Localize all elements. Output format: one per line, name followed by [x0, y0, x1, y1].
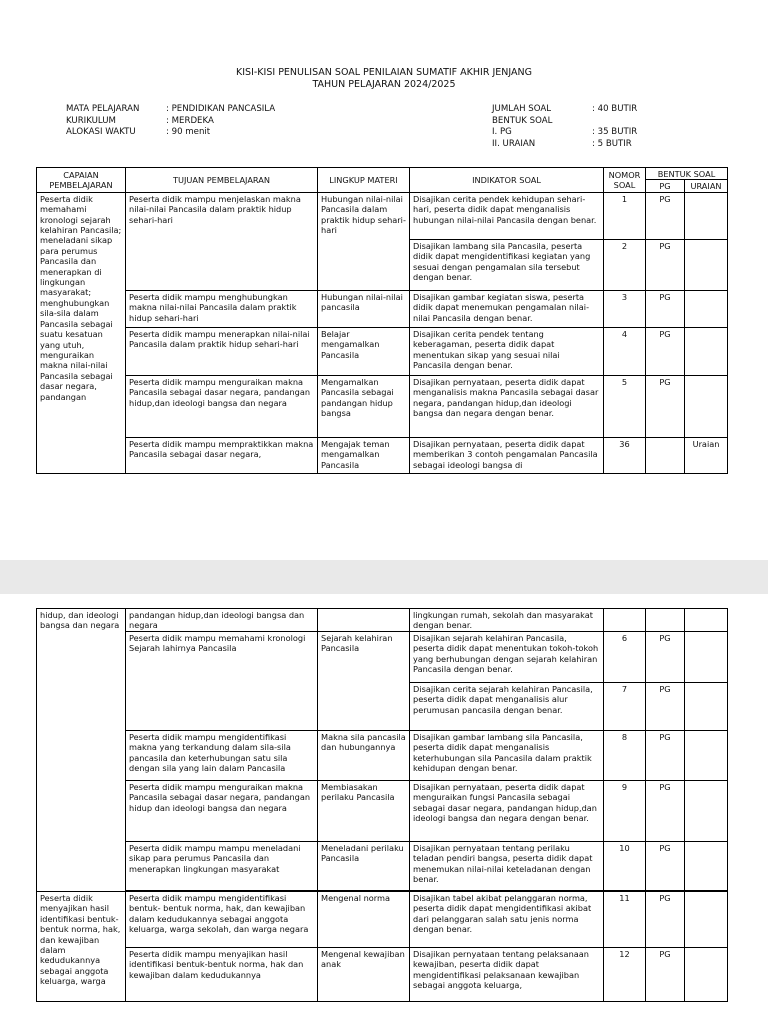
pg-cell: PG [646, 239, 685, 290]
pg-cell: PG [646, 290, 685, 327]
meta-value: : 40 BUTIR [592, 104, 638, 114]
indikator-cell: Disajikan lambang sila Pancasila, peserta didik dapat mengidentifikasi kegiatan yang sesuai dengan pengamalan sila tersebut dengan benar. [410, 239, 604, 290]
nomor-cell: 10 [604, 842, 646, 891]
lingkup-cell: Makna sila pancasila dan hubungannya [318, 731, 410, 781]
table-row [37, 375, 728, 437]
pg-cell: PG [646, 632, 685, 683]
meta-label: BENTUK SOAL [492, 115, 553, 126]
tujuan-cell: Peserta didik mampu menguraikan makna Pancasila sebagai dasar negara, pandangan hidup,dan ideologi bangsa dan negara [126, 375, 318, 437]
meta-value: : 35 BUTIR [592, 127, 638, 137]
indikator-cell: Disajikan gambar lambang sila Pancasila, peserta didik dapat menganalisis keterhubungan sila Pancasila dalam praktik kehidupan dengan benar. [410, 731, 604, 781]
nomor-cell: 36 [604, 437, 646, 473]
table-row [37, 948, 728, 1002]
document-title: KISI-KISI PENULISAN SOAL PENILAIAN SUMATIF AKHIR JENJANG [236, 67, 532, 78]
pg-cell: PG [646, 781, 685, 842]
pg-cell: PG [646, 192, 685, 239]
pg-cell [646, 437, 685, 473]
tujuan-cell: Peserta didik mampu mengidentifikasi bentuk- bentuk norma, hak, dan kewajiban dalam kedudukannya sebagai anggota keluarga, warga sekolah, dan warga negara [126, 892, 318, 948]
indikator-cell: Disajikan pernyataan tentang perilaku teladan pendiri bangsa, peserta didik dapat menemukan nilai-nilai keteladanan dengan benar. [410, 842, 604, 891]
indikator-cell: Disajikan pernyataan, peserta didik dapat menguraikan fungsi Pancasila sebagai sebagai dasar negara, pandangan hidup,dan ideologi bangsa dan negara dengan benar. [410, 781, 604, 842]
indikator-cell: Disajikan cerita sejarah kelahiran Pancasila, peserta didik dapat menganalisis alur perumusan pancasila dengan benar. [410, 683, 604, 731]
meta-value: : 90 menit [166, 127, 211, 137]
table-row [37, 731, 728, 781]
tujuan-cell: Peserta didik mampu menguraikan makna Pancasila sebagai dasar negara, pandangan hidup dan ideologi bangsa dan negara [126, 781, 318, 842]
nomor-cell: 1 [604, 192, 646, 239]
table-row [37, 781, 728, 842]
indikator-cell: Disajikan gambar kegiatan siswa, peserta didik dapat menemukan pengamalan nilai-nilai Pancasila dengan benar. [410, 290, 604, 327]
lingkup-cell: Mengenal kewajiban anak [318, 948, 410, 1002]
nomor-cell: 7 [604, 683, 646, 731]
tujuan-cell: Peserta didik mampu memahami kronologi Sejarah lahirnya Pancasila [126, 632, 318, 731]
nomor-cell: 5 [604, 375, 646, 437]
indikator-cell: lingkungan rumah, sekolah dan masyarakat dengan benar. [410, 609, 604, 632]
lingkup-cell [318, 609, 410, 632]
nomor-cell: 3 [604, 290, 646, 327]
meta-left [66, 104, 275, 139]
uraian-cell [685, 731, 728, 781]
table-row [37, 632, 728, 683]
header-bentuk-soal: BENTUK SOAL [646, 168, 728, 180]
indikator-cell: Disajikan pernyataan, peserta didik dapat menganalisis makna Pancasila sebagai dasar negara, pandangan hidup,dan ideologi bangsa dan negara dengan benar. [410, 375, 604, 437]
uraian-cell [685, 327, 728, 375]
meta-label: JUMLAH SOAL [492, 104, 552, 114]
pg-cell: PG [646, 731, 685, 781]
header-tujuan: TUJUAN PEMBELAJARAN [126, 168, 318, 193]
tujuan-cell: Peserta didik mampu mempraktikkan makna Pancasila sebagai dasar negara, [126, 437, 318, 473]
nomor-cell [604, 609, 646, 632]
grid-table-page-1 [36, 167, 728, 474]
tujuan-cell: Peserta didik mampu mengidentifikasi makna yang terkandung dalam sila-sila pancasila dan keterhubungan satu sila dengan sila yang lain dalam Pancasila [126, 731, 318, 781]
tujuan-cell: Peserta didik mampu menerapkan nilai-nilai Pancasila dalam praktik hidup sehari-hari [126, 327, 318, 375]
table-row [37, 892, 728, 948]
lingkup-cell: Mengajak teman mengamalkan Pancasila [318, 437, 410, 473]
table-row [37, 437, 728, 473]
uraian-cell [685, 192, 728, 239]
header-pg: PG [646, 180, 685, 192]
header-uraian: URAIAN [685, 180, 728, 192]
uraian-cell: Uraian [685, 437, 728, 473]
meta-label: I. PG [492, 127, 512, 137]
header-nomor: NOMOR SOAL [604, 168, 646, 193]
lingkup-cell: Hubungan nilai-nilai Pancasila dalam praktik hidup sehari-hari [318, 192, 410, 290]
uraian-cell [685, 632, 728, 683]
pg-cell: PG [646, 842, 685, 891]
tujuan-cell: Peserta didik mampu menyajikan hasil identifikasi bentuk-bentuk norma, hak dan kewajiban dalam kedudukannya [126, 948, 318, 1002]
table-row [37, 290, 728, 327]
lingkup-cell: Membiasakan perilaku Pancasila [318, 781, 410, 842]
lingkup-cell: Meneladani perilaku Pancasila [318, 842, 410, 891]
uraian-cell [685, 239, 728, 290]
uraian-cell [685, 948, 728, 1002]
uraian-cell [685, 290, 728, 327]
nomor-cell: 4 [604, 327, 646, 375]
header-lingkup: LINGKUP MATERI [318, 168, 410, 193]
meta-label: KURIKULUM [66, 115, 116, 126]
nomor-cell: 12 [604, 948, 646, 1002]
indikator-cell: Disajikan tabel akibat pelanggaran norma, peserta didik dapat mengidentifikasi akibat dari pelanggaran salah satu jenis norma dengan benar. [410, 892, 604, 948]
document-page-2 [0, 594, 768, 1024]
capaian-cell: Peserta didik menyajikan hasil identifikasi bentuk-bentuk norma, hak, dan kewajiban dalam kedudukannya sebagai anggota keluarga, warga [37, 892, 126, 1002]
meta-label: MATA PELAJARAN [66, 104, 140, 114]
capaian-cell: Peserta didik memahami kronologi sejarah kelahiran Pancasila; meneladani sikap para perumus Pancasila dan menerapkan di lingkungan masyarakat; menghubungkan sila-sila dalam Pancasila sebagai suatu kesatuan yang utuh, menguraikan makna nilai-nilai Pancasila sebagai dasar negara, pandangan [37, 192, 126, 473]
meta-right [492, 104, 637, 150]
lingkup-cell: Sejarah kelahiran Pancasila [318, 632, 410, 731]
lingkup-cell: Mengamalkan Pancasila sebagai pandangan hidup bangsa [318, 375, 410, 437]
pg-cell [646, 609, 685, 632]
pg-cell: PG [646, 683, 685, 731]
header-capaian: CAPAIAN PEMBELAJARAN [37, 168, 126, 193]
pg-cell: PG [646, 892, 685, 948]
table-row [37, 192, 728, 239]
nomor-cell: 8 [604, 731, 646, 781]
nomor-cell: 11 [604, 892, 646, 948]
pg-cell: PG [646, 327, 685, 375]
tujuan-cell: Peserta didik mampu menjelaskan makna nilai-nilai Pancasila dalam praktik hidup sehari-hari [126, 192, 318, 290]
meta-value: : PENDIDIKAN PANCASILA [166, 104, 276, 114]
pg-cell: PG [646, 948, 685, 1002]
indikator-cell: Disajikan pernyataan tentang pelaksanaan kewajiban, peserta didik dapat mengidentifikasi pelaksanaan kewajiban sebagai anggota keluarga, [410, 948, 604, 1002]
indikator-cell: Disajikan pernyataan, peserta didik dapat memberikan 3 contoh pengamalan Pancasila sebagai ideologi bangsa di [410, 437, 604, 473]
uraian-cell [685, 609, 728, 632]
uraian-cell [685, 842, 728, 891]
table-row [37, 842, 728, 891]
uraian-cell [685, 781, 728, 842]
uraian-cell [685, 375, 728, 437]
nomor-cell: 6 [604, 632, 646, 683]
table-row [37, 609, 728, 632]
meta-label: II. URAIAN [492, 138, 536, 149]
indikator-cell: Disajikan cerita pendek kehidupan sehari-hari, peserta didik dapat menganalisis hubungan nilai-nilai Pancasila dengan benar. [410, 192, 604, 239]
indikator-cell: Disajikan cerita pendek tentang keberagaman, peserta didik dapat menentukan sikap yang sesuai nilai Pancasila dengan benar. [410, 327, 604, 375]
pg-cell: PG [646, 375, 685, 437]
nomor-cell: 2 [604, 239, 646, 290]
document-subtitle: TAHUN PELAJARAN 2024/2025 [312, 79, 456, 90]
capaian-cell: hidup, dan ideologi bangsa dan negara [37, 609, 126, 892]
indikator-cell: Disajikan sejarah kelahiran Pancasila, peserta didik dapat menentukan tokoh-tokoh yang berhubungan dengan sejarah kelahiran Pancasila dengan benar. [410, 632, 604, 683]
meta-value: : 5 BUTIR [592, 138, 632, 149]
uraian-cell [685, 892, 728, 948]
meta-value: : MERDEKA [166, 115, 214, 126]
tujuan-cell: Peserta didik mampu menghubungkan makna nilai-nilai Pancasila dalam praktik hidup sehari-hari [126, 290, 318, 327]
page-gap [0, 560, 768, 594]
lingkup-cell: Mengenal norma [318, 892, 410, 948]
nomor-cell: 9 [604, 781, 646, 842]
grid-table-page-2 [36, 608, 728, 1002]
uraian-cell [685, 683, 728, 731]
lingkup-cell: Hubungan nilai-nilai pancasila [318, 290, 410, 327]
meta-label: ALOKASI WAKTU [66, 127, 136, 137]
header-indikator: INDIKATOR SOAL [410, 168, 604, 193]
table-row [37, 327, 728, 375]
tujuan-cell: Peserta didik mampu mampu meneladani sikap para perumus Pancasila dan menerapkan lingkungan masyarakat [126, 842, 318, 891]
lingkup-cell: Belajar mengamalkan Pancasila [318, 327, 410, 375]
tujuan-cell: pandangan hidup,dan ideologi bangsa dan negara [126, 609, 318, 632]
